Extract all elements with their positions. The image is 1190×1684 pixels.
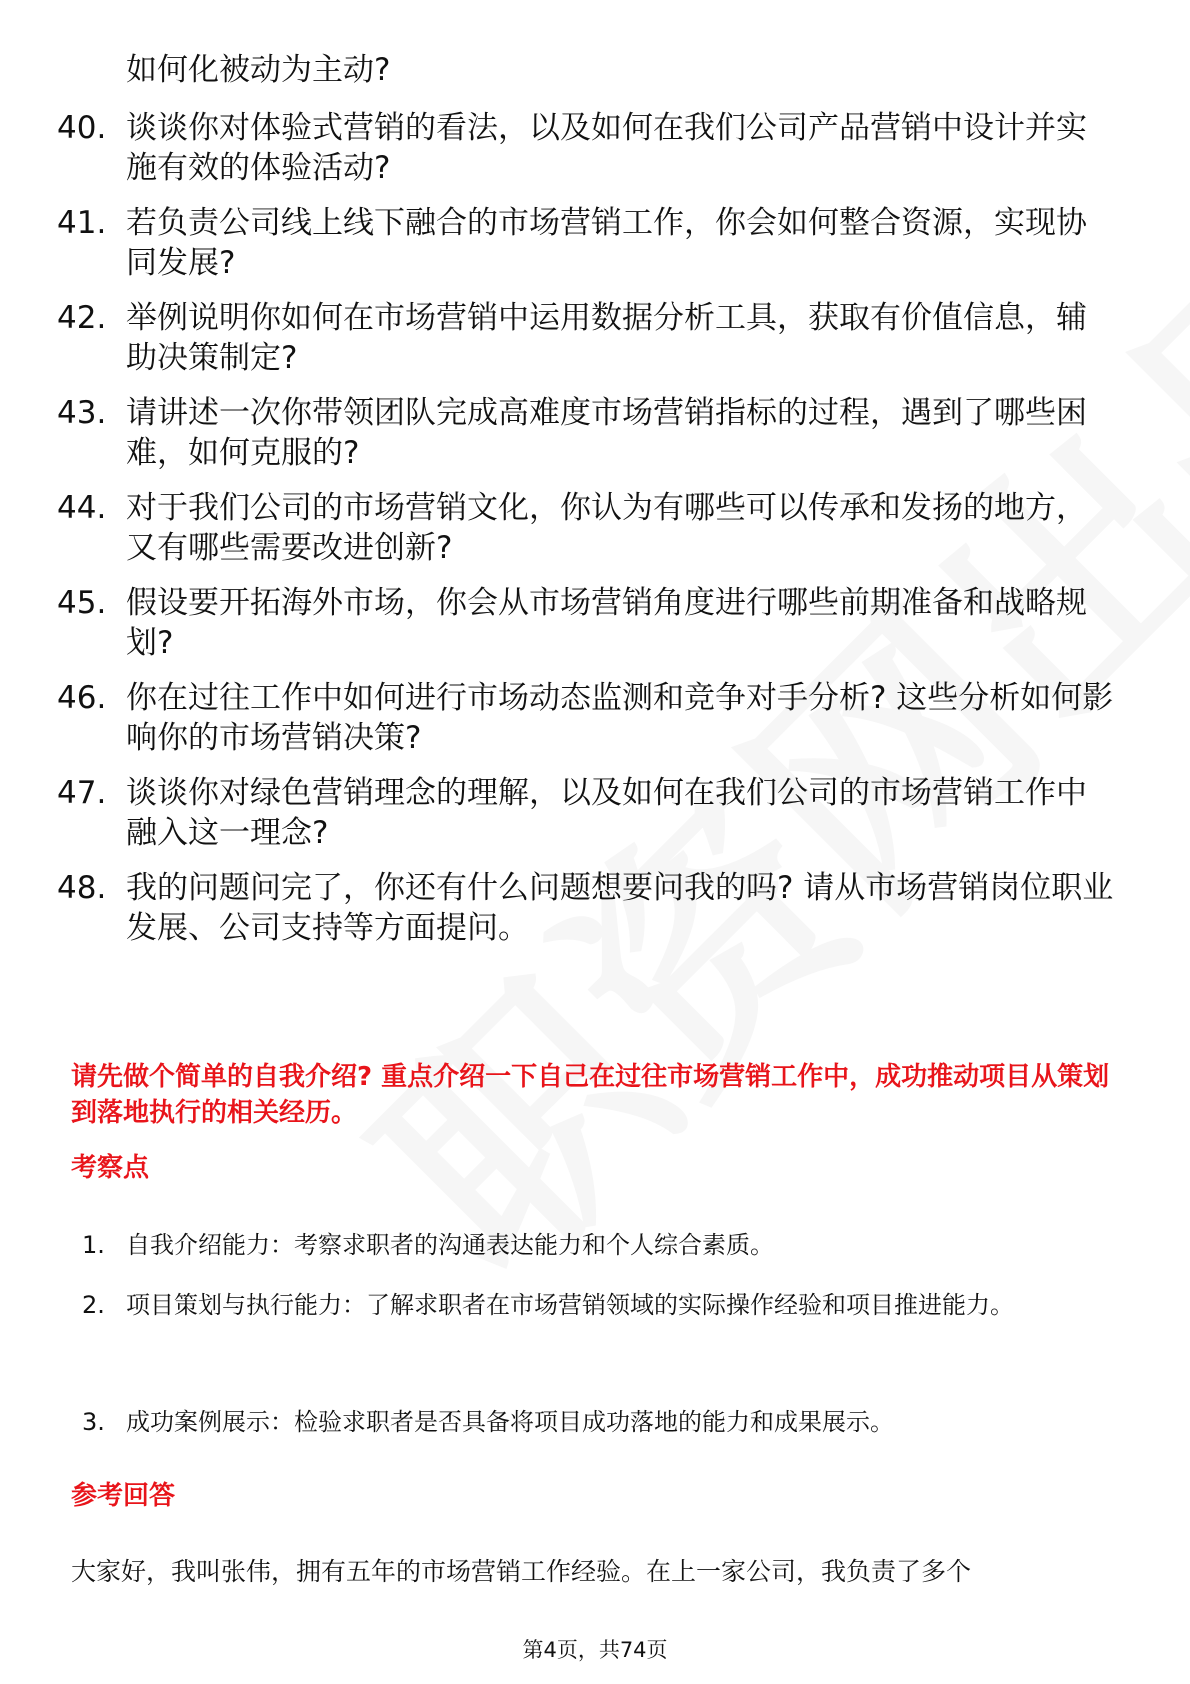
question-continuation: 如何化被动为主动? [126, 52, 391, 88]
question-number: 41. [57, 205, 107, 241]
question-item [57, 298, 1117, 378]
reference-answer: 大家好，我叫张伟，拥有五年的市场营销工作经验。在上一家公司，我负责了多个 [71, 1557, 972, 1586]
point-number: 2. [82, 1291, 105, 1319]
question-text: 谈谈你对绿色营销理念的理解，以及如何在我们公司的市场营销工作中融入这一理念? [126, 775, 1087, 851]
question-item [57, 773, 1117, 853]
question-number: 40. [57, 110, 107, 146]
question-item [57, 393, 1117, 473]
question-item [57, 203, 1117, 283]
question-text: 谈谈你对体验式营销的看法，以及如何在我们公司产品营销中设计并实施有效的体验活动? [126, 110, 1087, 186]
point-number: 3. [82, 1408, 105, 1436]
question-number: 47. [57, 775, 107, 811]
question-number: 45. [57, 585, 107, 621]
question-text: 假设要开拓海外市场，你会从市场营销角度进行哪些前期准备和战略规划? [126, 585, 1087, 661]
point-text: 项目策划与执行能力：了解求职者在市场营销领域的实际操作经验和项目推进能力。 [126, 1291, 1014, 1319]
question-text: 对于我们公司的市场营销文化，你认为有哪些可以传承和发扬的地方，又有哪些需要改进创新? [126, 490, 1087, 566]
question-text: 我的问题问完了，你还有什么问题想要问我的吗? 请从市场营销岗位职业发展、公司支持等方面提问。 [126, 870, 1114, 946]
point-text: 自我介绍能力：考察求职者的沟通表达能力和个人综合素质。 [126, 1231, 774, 1259]
question-text: 你在过往工作中如何进行市场动态监测和竞争对手分析? 这些分析如何影响你的市场营销决策? [126, 680, 1114, 756]
question-text: 举例说明你如何在市场营销中运用数据分析工具，获取有价值信息，辅助决策制定? [126, 300, 1087, 376]
question-text: 请讲述一次你带领团队完成高难度市场营销指标的过程，遇到了哪些困难，如何克服的? [126, 395, 1087, 471]
question-item [57, 488, 1117, 568]
highlight-question: 请先做个简单的自我介绍? 重点介绍一下自己在过往市场营销工作中，成功推动项目从策划到落地执行的相关经历。 [71, 1062, 1110, 1128]
question-number: 43. [57, 395, 107, 431]
assessment-point [82, 1395, 1122, 1449]
reference-title: 参考回答 [71, 1481, 176, 1511]
question-text: 若负责公司线上线下融合的市场营销工作，你会如何整合资源，实现协同发展? [126, 205, 1087, 281]
question-item [57, 868, 1117, 948]
point-number: 1. [82, 1231, 105, 1259]
question-number: 42. [57, 300, 107, 336]
point-text: 成功案例展示：检验求职者是否具备将项目成功落地的能力和成果展示。 [126, 1408, 894, 1436]
assessment-point [82, 1218, 1122, 1272]
question-number: 48. [57, 870, 107, 906]
question-item [57, 678, 1117, 758]
question-number: 44. [57, 490, 107, 526]
assessment-point [82, 1278, 1122, 1332]
question-item [57, 583, 1117, 663]
question-number: 46. [57, 680, 107, 716]
assessment-title: 考察点 [71, 1153, 150, 1183]
page-footer: 第4页，共74页 [522, 1638, 668, 1662]
question-item [57, 108, 1117, 188]
